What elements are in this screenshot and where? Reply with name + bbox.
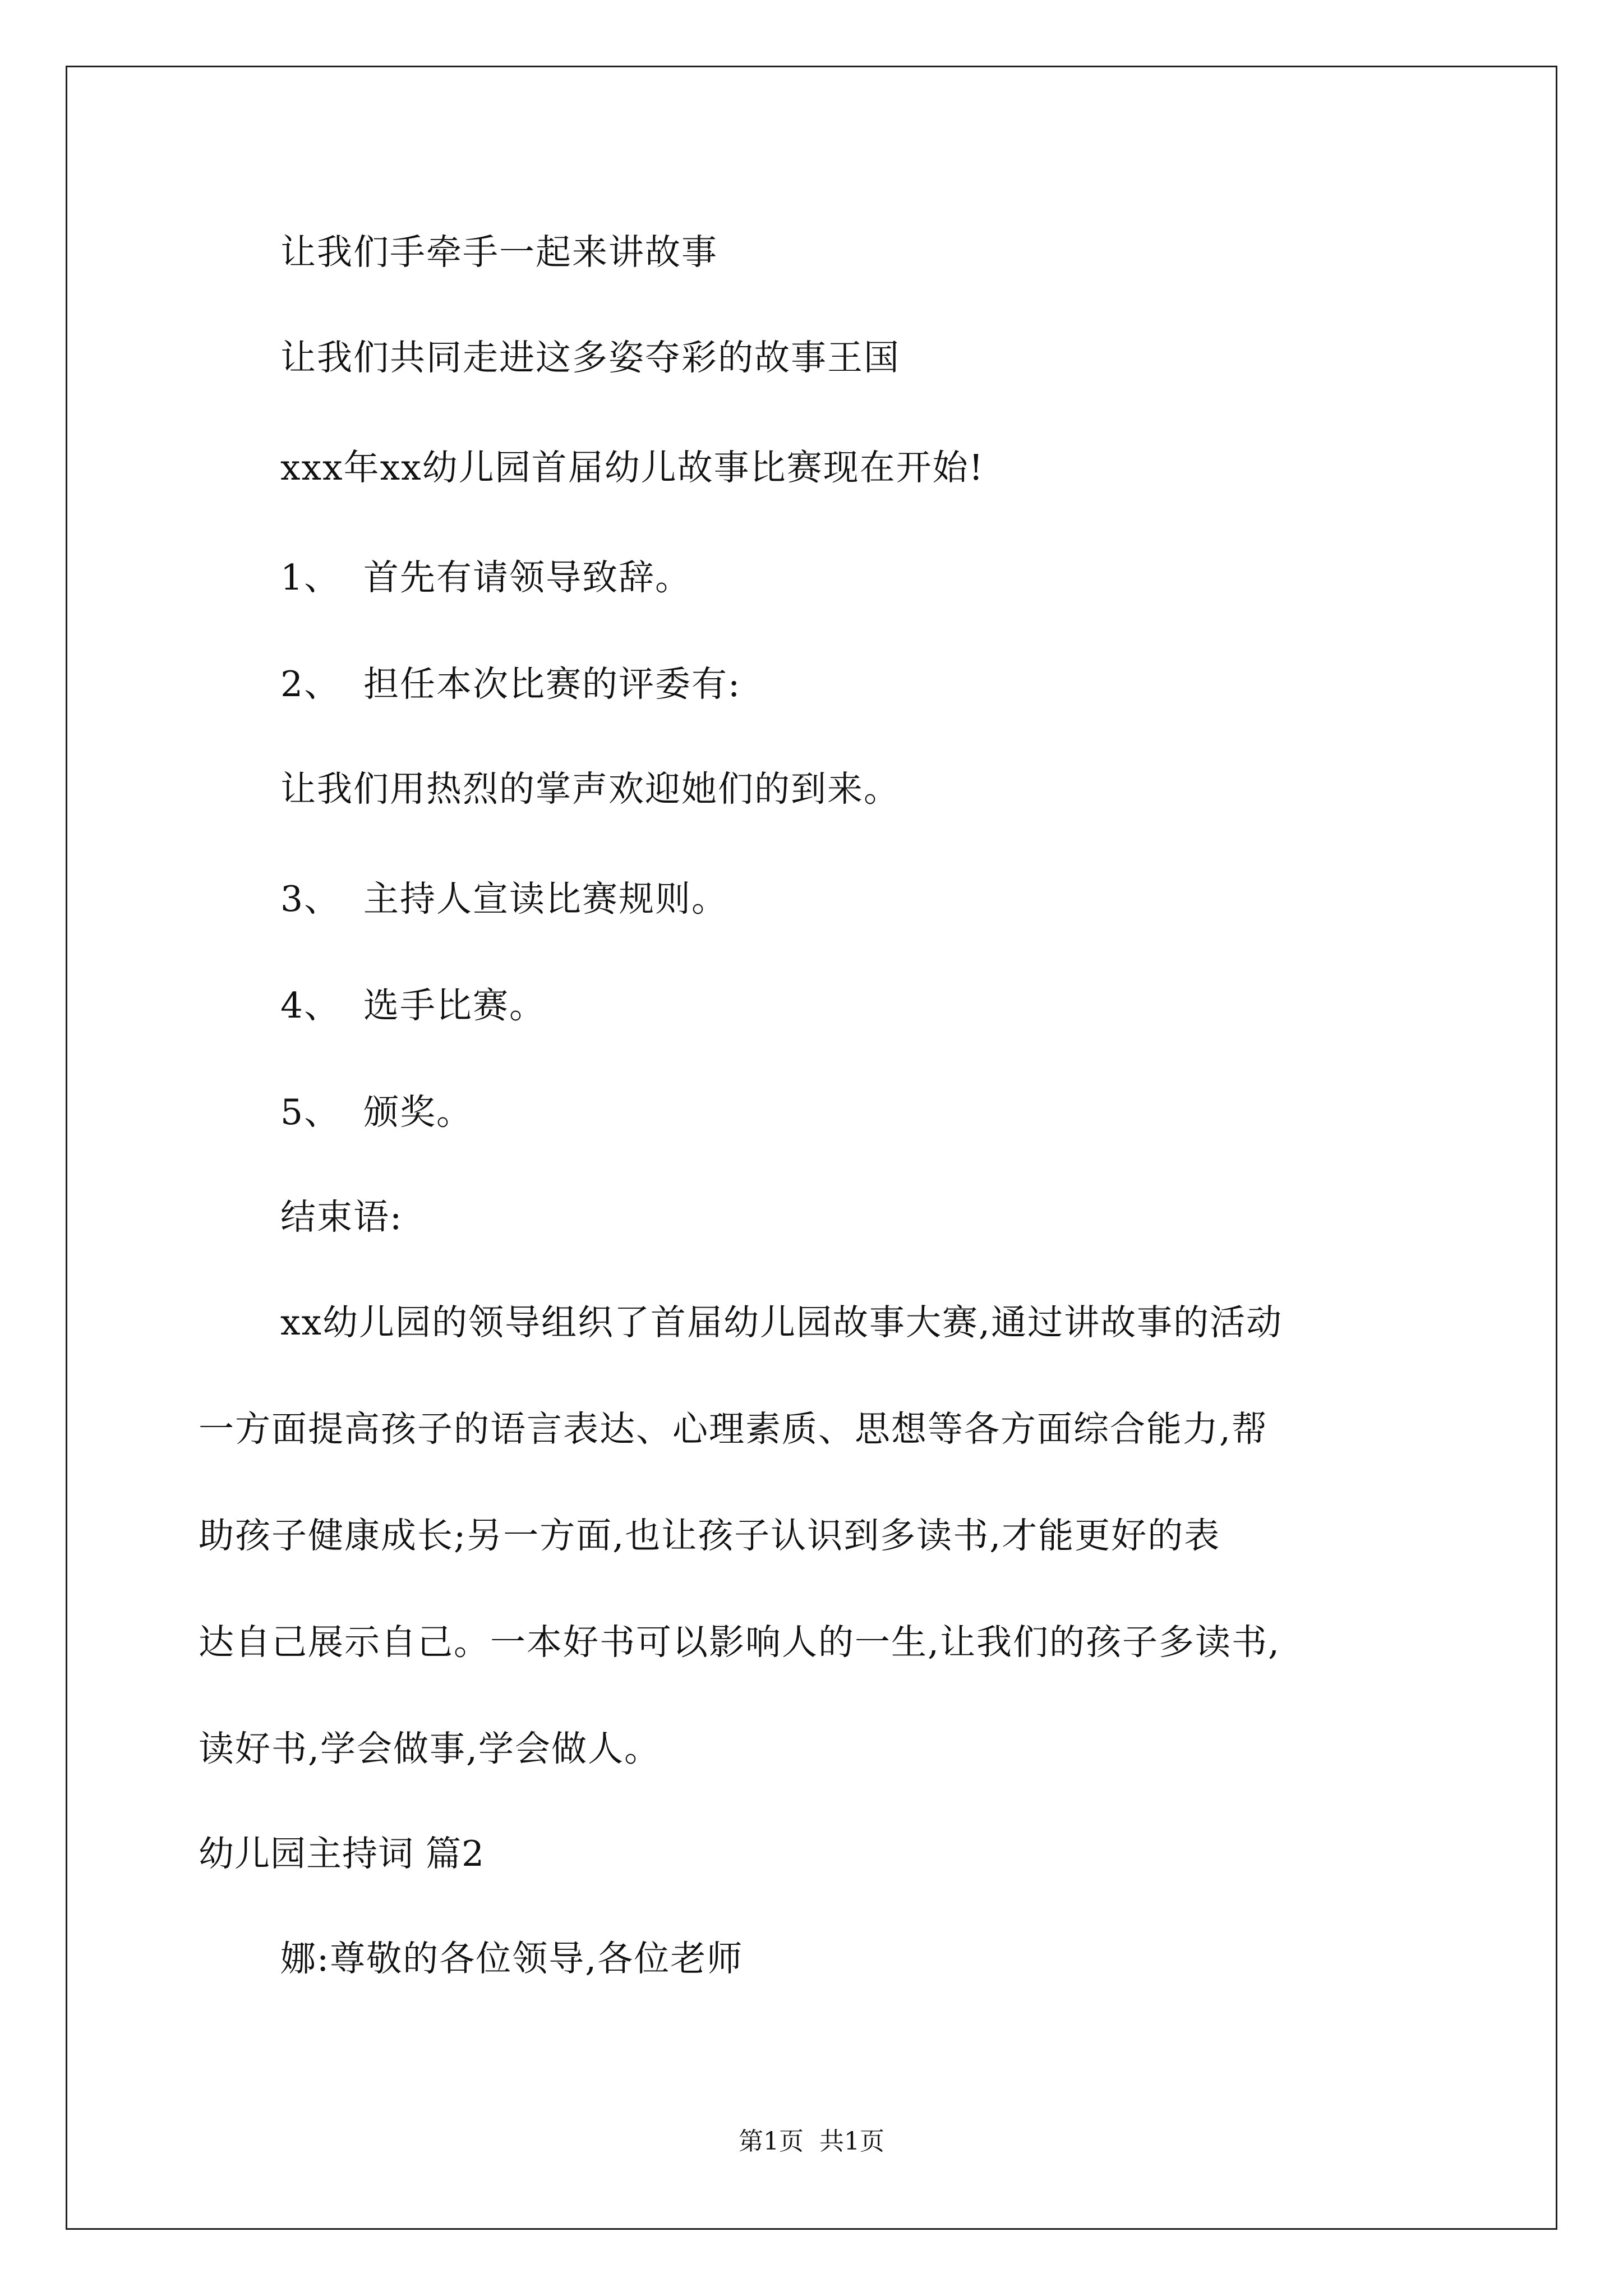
agenda-text: 选手比赛。	[363, 985, 546, 1026]
closing-line-3: 助孩子健康成长;另一方面,也让孩子认识到多读书,才能更好的表	[199, 1515, 1221, 1556]
agenda-item-1	[280, 555, 691, 600]
agenda-text: 首先有请领导致辞。	[363, 557, 691, 598]
closing-label: 结束语:	[280, 1197, 403, 1237]
paragraph-greeting: 娜:尊敬的各位领导,各位老师	[280, 1938, 744, 1979]
closing-line-5: 读好书,学会做事,学会做人。	[199, 1728, 661, 1769]
page-footer	[0, 2125, 1623, 2159]
agenda-number: 2、	[280, 664, 341, 705]
paragraph-intro-2: 让我们共同走进这多姿夺彩的故事王国	[280, 337, 900, 378]
agenda-text: 颁奖。	[363, 1092, 473, 1133]
agenda-number: 3、	[280, 878, 341, 919]
paragraph-intro-3: xxx年xx幼儿园首届幼儿故事比赛现在开始!	[280, 447, 984, 488]
agenda-item-4	[280, 983, 546, 1028]
agenda-item-3	[280, 877, 728, 922]
page-total: 共1页	[819, 2127, 884, 2156]
agenda-number: 4、	[280, 985, 341, 1026]
closing-line-1: xx幼儿园的领导组织了首届幼儿园故事大赛,通过讲故事的活动	[280, 1302, 1283, 1343]
agenda-text: 主持人宣读比赛规则。	[363, 878, 728, 919]
agenda-number: 5、	[280, 1092, 341, 1133]
agenda-text: 担任本次比赛的评委有:	[363, 664, 741, 705]
page-border	[66, 66, 1557, 2230]
page-number: 第1页	[739, 2127, 804, 2156]
closing-line-4: 达自己展示自己。一本好书可以影响人的一生,让我们的孩子多读书,	[199, 1622, 1281, 1663]
agenda-item-5	[280, 1090, 473, 1135]
section-heading: 幼儿园主持词 篇2	[199, 1833, 485, 1874]
paragraph-welcome: 让我们用热烈的掌声欢迎她们的到来。	[280, 769, 900, 809]
paragraph-intro-1: 让我们手牵手一起来讲故事	[280, 232, 718, 273]
agenda-number: 1、	[280, 557, 341, 598]
closing-line-2: 一方面提高孩子的语言表达、心理素质、思想等各方面综合能力,帮	[199, 1409, 1269, 1450]
agenda-item-2	[280, 662, 741, 707]
